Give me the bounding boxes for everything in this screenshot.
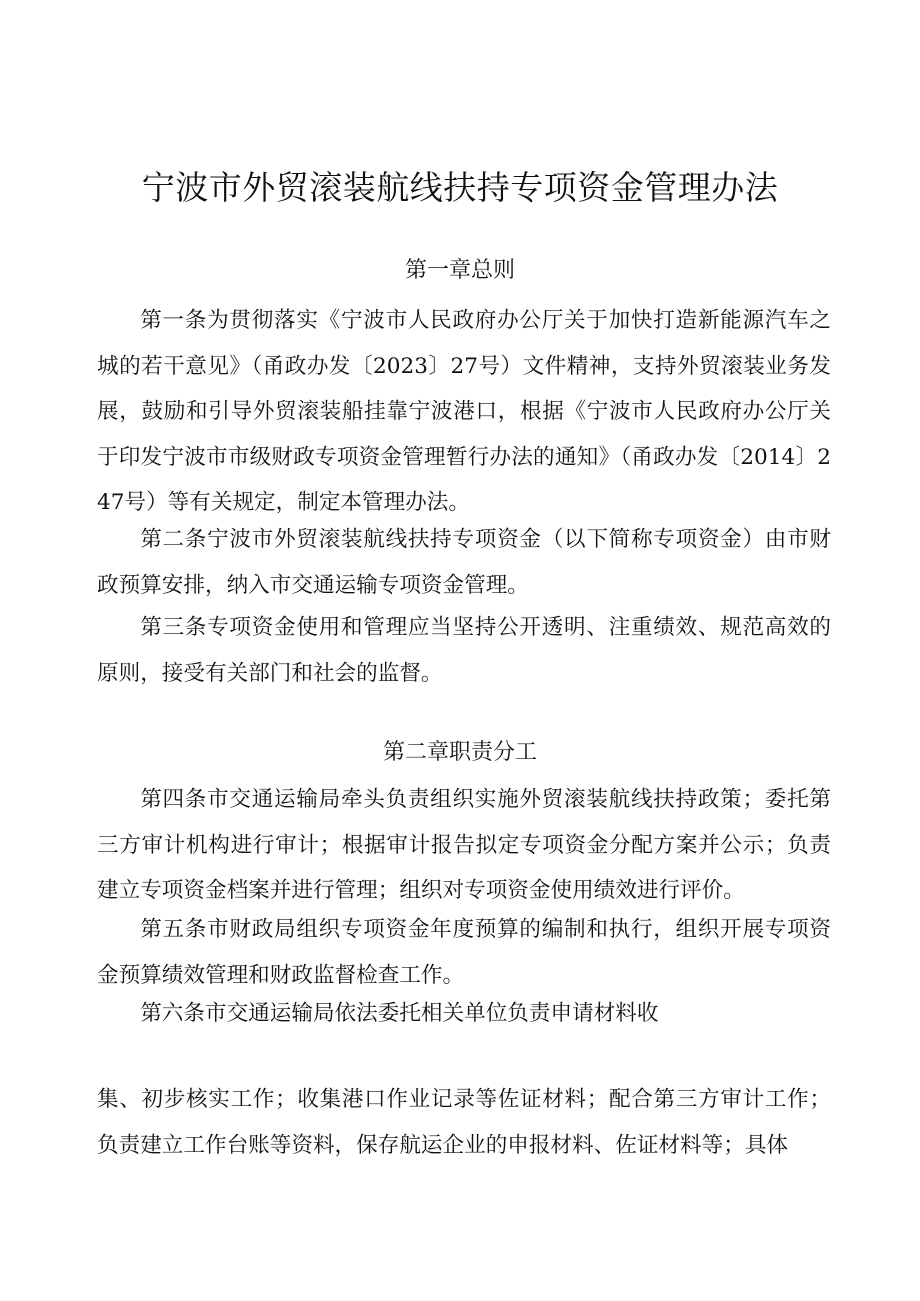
article-2: 第二条宁波市外贸滚装航线扶持专项资金（以下简称专项资金）由市财政预算安排，纳入市交通运输专项资金管理。: [97, 527, 831, 598]
document-title: 宁波市外贸滚装航线扶持专项资金管理办法: [141, 168, 779, 207]
article-3: 第三条专项资金使用和管理应当坚持公开透明、注重绩效、规范高效的原则，接受有关部门和社会的监督。: [97, 615, 831, 686]
article-6: 第六条市交通运输局依法委托相关单位负责申请材料收: [140, 1001, 659, 1026]
article-4: 第四条市交通运输局牵头负责组织实施外贸滚装航线扶持政策；委托第三方审计机构进行审计；根据审计报告拟定专项资金分配方案并公示；负责建立专项资金档案并进行管理；组织对专项资金使用绩效进行评价。: [97, 787, 831, 903]
chapter-2-heading: 第二章职责分工: [382, 740, 537, 765]
chapter-1-heading: 第一章总则: [404, 258, 515, 283]
article-1: 第一条为贯彻落实《宁波市人民政府办公厅关于加快打造新能源汽车之城的若干意见》（甬政办发〔2023〕27号）文件精神，支持外贸滚装业务发展，鼓励和引导外贸滚装船挂靠宁波港口，根据《宁波市人民政府办公厅关于印发宁波市市级财政专项资金管理暂行办法的通知》（甬政办发〔2014〕247号）等有关规定，制定本管理办法。: [97, 308, 831, 515]
article-6-continuation: 集、初步核实工作；收集港口作业记录等佐证材料；配合第三方审计工作；负责建立工作台账等资料，保存航运企业的申报材料、佐证材料等；具体: [97, 1087, 831, 1158]
article-5: 第五条市财政局组织专项资金年度预算的编制和执行，组织开展专项资金预算绩效管理和财政监督检查工作。: [97, 917, 831, 988]
